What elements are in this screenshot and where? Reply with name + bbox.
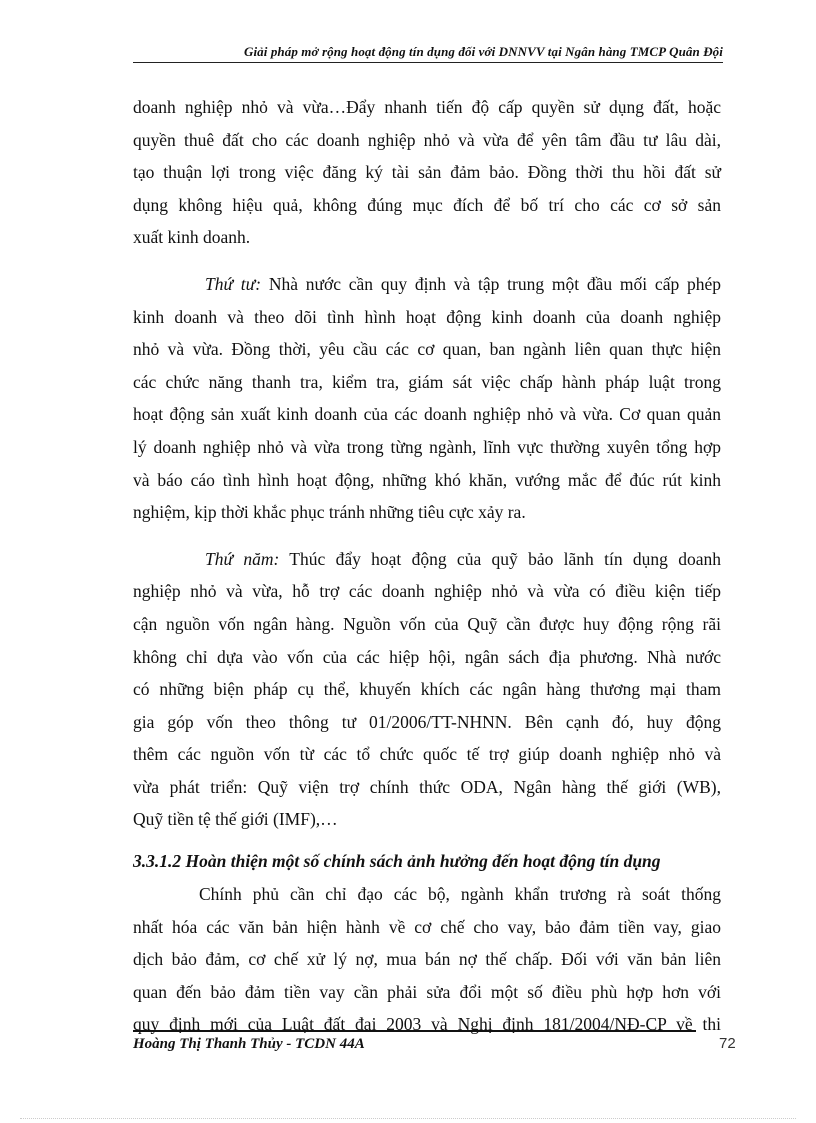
text-line: nhất hóa các văn bản hiện hành về cơ chế cho vay, bảo đảm tiền vay, giao — [133, 916, 721, 937]
text-line: doanh nghiệp nhỏ và vừa…Đẩy nhanh tiến độ cấp quyền sử dụng đất, hoặc — [133, 97, 721, 117]
text-line: có những biện pháp cụ thể, khuyến khích các ngân hàng thương mại tham — [133, 679, 721, 700]
text-line: nghiệp nhỏ và vừa, hỗ trợ các doanh nghiệp nhỏ và vừa có điều kiện tiếp — [133, 581, 721, 602]
text-line: nhỏ và vừa. Đồng thời, yêu cầu các cơ quan, ban ngành liên quan thực hiện — [133, 339, 721, 360]
text-line: dụng không hiệu quả, không đúng mục đích để bố trí cho các cơ sở sản — [133, 194, 721, 215]
paragraph-lead: Thứ năm: — [205, 548, 280, 569]
paragraph-lead: Thứ tư: — [205, 273, 262, 294]
text-line: các chức năng thanh tra, kiểm tra, giám sát việc chấp hành pháp luật trong — [133, 371, 721, 392]
text-line: dịch bảo đảm, cơ chế xử lý nợ, mua bán nợ thế chấp. Đối với văn bản liên — [133, 949, 721, 970]
text-line: gia góp vốn theo thông tư 01/2006/TT-NHNN. Bên cạnh đó, huy động — [133, 711, 721, 732]
text-line: tạo thuận lợi trong việc đăng ký tài sản đảm bảo. Đồng thời thu hồi đất sử — [133, 162, 721, 183]
text-line-first — [133, 268, 721, 301]
text-line: quy định mới của Luật đất đai 2003 và Nghị định 181/2004/NĐ-CP về thi — [133, 1014, 721, 1035]
text-line: hoạt động sản xuất kinh doanh của các doanh nghiệp nhỏ và vừa. Cơ quan quản — [133, 404, 721, 425]
page-number: 72 — [719, 1035, 736, 1052]
text-line: quyền thuê đất cho các doanh nghiệp nhỏ và vừa để yên tâm đầu tư lâu dài, — [133, 129, 721, 150]
text-line: nghiệm, kịp thời khắc phục tránh những tiêu cực xảy ra. — [133, 502, 526, 523]
paragraph-3 — [133, 543, 721, 836]
text-line: và báo cáo tình hình hoạt động, những khó khăn, vướng mắc để đúc rút kinh — [133, 469, 721, 490]
text-line: thêm các nguồn vốn từ các tổ chức quốc tế trợ giúp doanh nghiệp nhỏ và — [133, 744, 721, 765]
text-line-first — [133, 543, 721, 576]
section-heading: 3.3.1.2 Hoàn thiện một số chính sách ảnh hưởng đến hoạt động tín dụng — [133, 851, 661, 872]
paragraph-4 — [133, 878, 721, 1041]
text-line: không chỉ dựa vào vốn của các hiệp hội, ngân sách địa phương. Nhà nước — [133, 646, 721, 667]
footer-author: Hoàng Thị Thanh Thủy - TCDN 44A — [133, 1036, 365, 1052]
footer-divider — [133, 1030, 696, 1032]
text-fragment: Thúc đẩy hoạt động của quỹ bảo lãnh tín dụng doanh — [279, 548, 721, 569]
text-fragment: Nhà nước cần quy định và tập trung một đầu mối cấp phép — [261, 273, 721, 294]
paragraph-1 — [133, 91, 721, 254]
page-edge-divider — [20, 1118, 796, 1119]
text-line: vừa phát triển: Quỹ viện trợ chính thức ODA, Ngân hàng thế giới (WB), — [133, 776, 721, 797]
text-line-first: Chính phủ cần chỉ đạo các bộ, ngành khẩn trương rà soát thống — [199, 884, 721, 905]
text-line: cận nguồn vốn ngân hàng. Nguồn vốn của Quỹ cần được huy động rộng rãi — [133, 613, 721, 634]
text-line: kinh doanh và theo dõi tình hình hoạt động kinh doanh của doanh nghiệp — [133, 306, 721, 327]
text-line: lý doanh nghiệp nhỏ và vừa trong từng ngành, lĩnh vực thường xuyên tổng hợp — [133, 436, 721, 457]
text-line: xuất kinh doanh. — [133, 227, 251, 248]
paragraph-2 — [133, 268, 721, 529]
page-body — [133, 91, 721, 1041]
text-line: Quỹ tiền tệ thế giới (IMF),… — [133, 809, 338, 830]
running-header: Giải pháp mở rộng hoạt động tín dụng đối với DNNVV tại Ngân hàng TMCP Quân Đội — [133, 44, 723, 63]
text-line: quan đến bảo đảm tiền vay cần phải sửa đổi một số điều phù hợp hơn với — [133, 981, 721, 1002]
